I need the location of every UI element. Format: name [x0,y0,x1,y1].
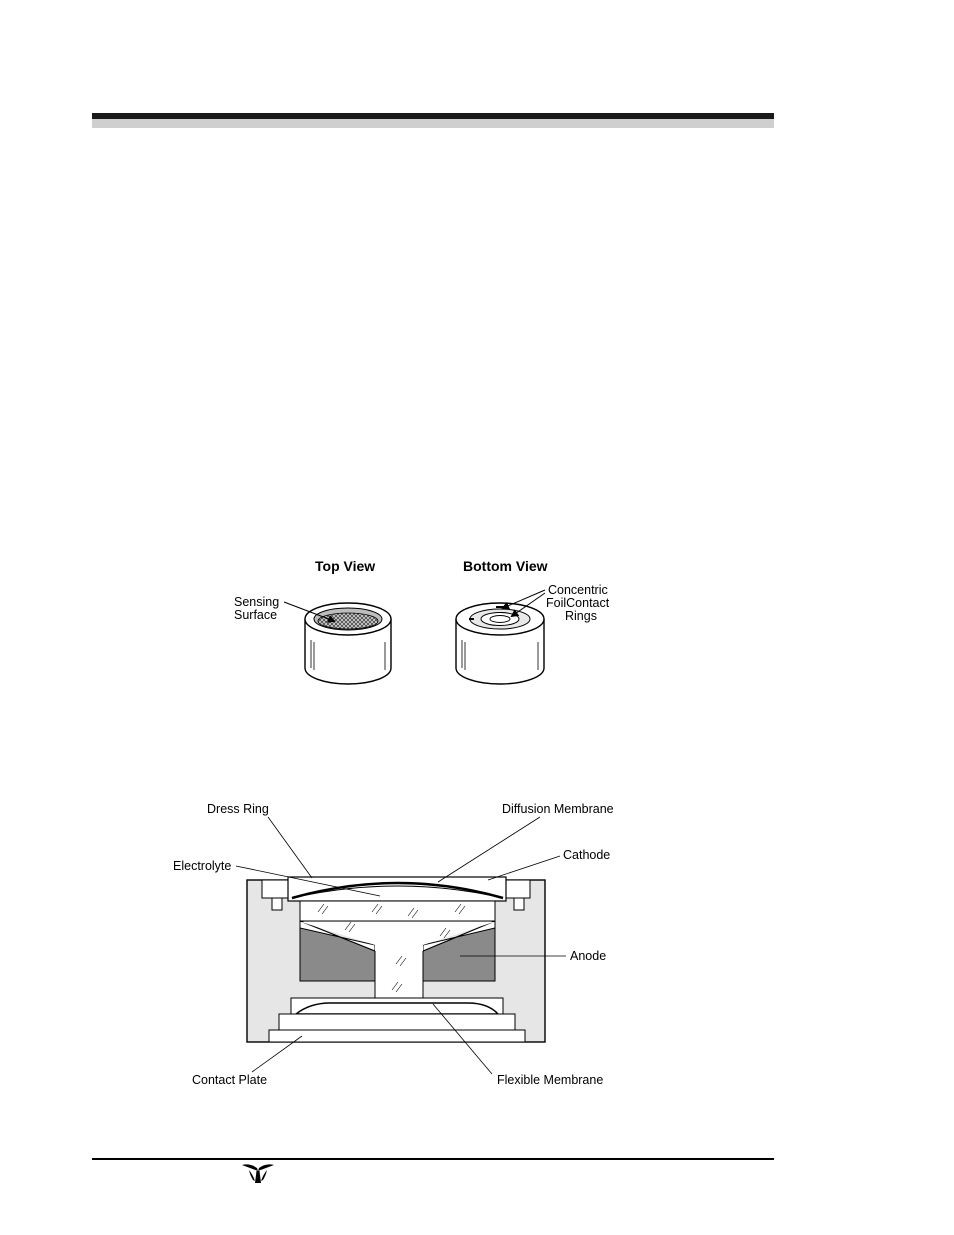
cathode-label: Cathode [563,848,611,862]
dress-ring-leader [268,817,312,878]
teledyne-logo-icon [240,1162,276,1184]
bottom-view-cell [456,603,544,684]
anode-label: Anode [570,949,607,963]
electrolyte-label: Electrolyte [173,859,232,873]
diffusion-membrane-label: Diffusion Membrane [502,802,614,816]
cross-section-diagram [247,877,545,1042]
diffusion-membrane-leader [438,817,540,882]
contact-rings-label-line2: FoilContact [546,596,610,610]
contact-rings-label-line1: Concentric [548,583,608,597]
contact-rings-label-line3: Rings [565,609,597,623]
cathode-leader [488,856,560,880]
sensing-surface-mesh [318,613,378,629]
sensing-surface-label-line1: Sensing [234,595,280,609]
bottom-view-title: Bottom View [463,558,548,574]
contact-plate-label: Contact Plate [192,1073,268,1087]
flexible-membrane-label: Flexible Membrane [497,1073,604,1087]
top-view-title: Top View [315,558,376,574]
sensing-surface-label-line2: Surface [234,608,278,622]
footer-rule [92,1158,774,1160]
dress-ring-label: Dress Ring [207,802,269,816]
